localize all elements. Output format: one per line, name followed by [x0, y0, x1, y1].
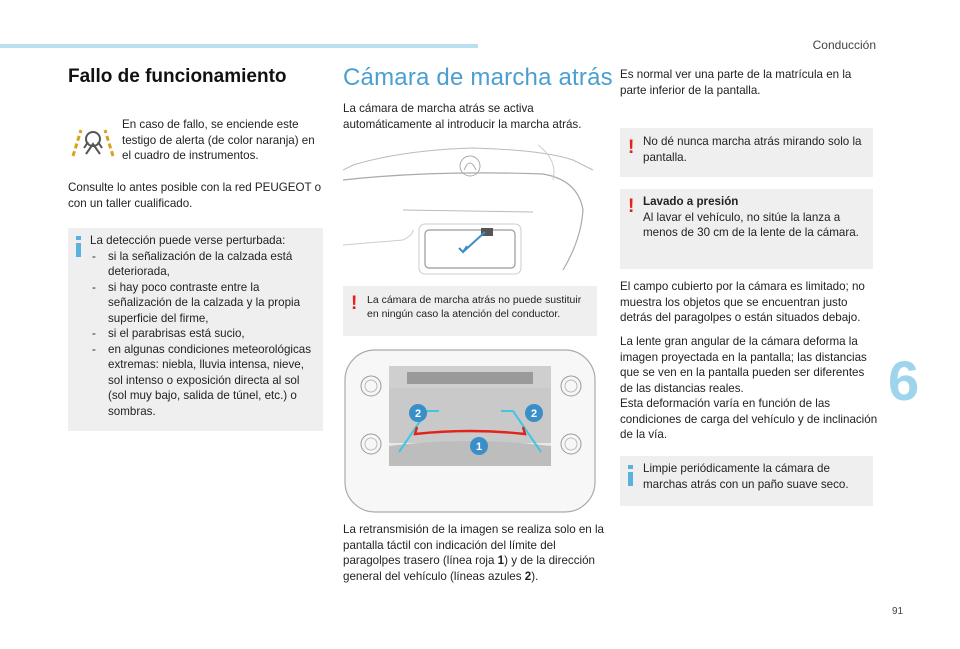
list-item: - si el parabrisas está sucio,	[90, 326, 318, 342]
callout-2-right-label: 2	[530, 408, 538, 420]
warning-icon: !	[628, 137, 635, 158]
warning-icon: !	[351, 293, 358, 314]
warning-icon: !	[628, 196, 635, 217]
info-icon	[628, 472, 633, 486]
driver-attention-warning	[343, 286, 597, 336]
list-item: - si la señalización de la calzada está deteriorada,	[90, 249, 318, 280]
warning-light-text: En caso de fallo, se enciende este testigo de alerta (de color naranja) en el cuadro de instrumentos.	[122, 118, 315, 162]
detection-list	[90, 249, 318, 420]
field-of-view-text: El campo cubierto por la cámara es limitado; no muestra los objetos que se encuentran justo detrás del paragolpes o están situados debajo.	[620, 280, 865, 324]
page-number: 91	[892, 606, 904, 617]
info-icon	[76, 243, 81, 257]
lens-text-2: Esta deformación varía en función de las condiciones de carga del vehículo y de inclinación de la vía.	[620, 397, 878, 441]
info-icon-dot	[76, 236, 81, 240]
list-item: - en algunas condiciones meteorológicas extremas: niebla, lluvia intensa, nieve, sol intenso o exposición directa al sol (sol muy bajo, salida de túnel, etc.) o sombras.	[90, 342, 318, 420]
plate-text: Es normal ver una parte de la matrícula en la parte inferior de la pantalla.	[620, 68, 852, 97]
pressure-wash-warning	[620, 189, 873, 269]
camera-intro: La cámara de marcha atrás se activa automáticamente al introducir la marcha atrás.	[343, 102, 582, 131]
warning1-text: No dé nunca marcha atrás mirando solo la pantalla.	[643, 135, 862, 164]
caption-part3: ).	[531, 569, 539, 583]
screen-guide-lines	[343, 348, 597, 514]
screen-only-warning	[620, 128, 873, 177]
callout-2-left-label: 2	[414, 408, 422, 420]
warning2-text: Al lavar el vehículo, no sitúe la lanza a menos de 30 cm de la lente de la cámara.	[643, 210, 859, 239]
warning-text: La cámara de marcha atrás no puede sustituir en ningún caso la atención del conductor.	[367, 294, 582, 320]
consult-text: Consulte lo antes posible con la red PEUGEOT o con un taller cualificado.	[68, 181, 322, 210]
lane-warning-light-icon	[70, 126, 116, 158]
detection-info-box	[68, 228, 323, 431]
caption-num1: 1	[497, 554, 505, 567]
car-rear-illustration	[343, 140, 597, 275]
info-text: Limpie periódicamente la cámara de marchas atrás con un paño suave seco.	[643, 462, 849, 491]
chapter-number: 6	[888, 349, 920, 412]
callout-1-label: 1	[475, 441, 483, 453]
red-bumper-line	[415, 427, 525, 434]
list-item: - si hay poco contraste entre la señalización de la calzada y la propia superficie del firme,	[90, 280, 318, 327]
clean-camera-info	[620, 456, 873, 506]
transmission-caption	[343, 522, 605, 584]
caption-num2: 2	[524, 569, 532, 583]
warning2-title: Lavado a presión	[643, 195, 739, 208]
caption-part2: ) y de la dirección general del vehículo (líneas azules	[343, 554, 595, 583]
header-accent-bar	[0, 44, 478, 48]
camera-heading: Cámara de marcha atrás	[343, 64, 613, 91]
lens-text-1: La lente gran angular de la cámara deforma la imagen proyectada en la pantalla; las distancias que se ven en la pantalla pueden ser diferentes de las distancias reales.	[620, 335, 867, 395]
section-title: Conducción	[812, 38, 876, 52]
info-icon-dot	[628, 465, 633, 469]
malfunction-heading: Fallo de funcionamiento	[68, 66, 287, 87]
info-box-intro: La detección puede verse perturbada:	[90, 234, 286, 247]
caption-part1: La retransmisión de la imagen se realiza solo en la pantalla táctil con indicación del límite del paragolpes trasero (línea roja	[343, 523, 605, 567]
